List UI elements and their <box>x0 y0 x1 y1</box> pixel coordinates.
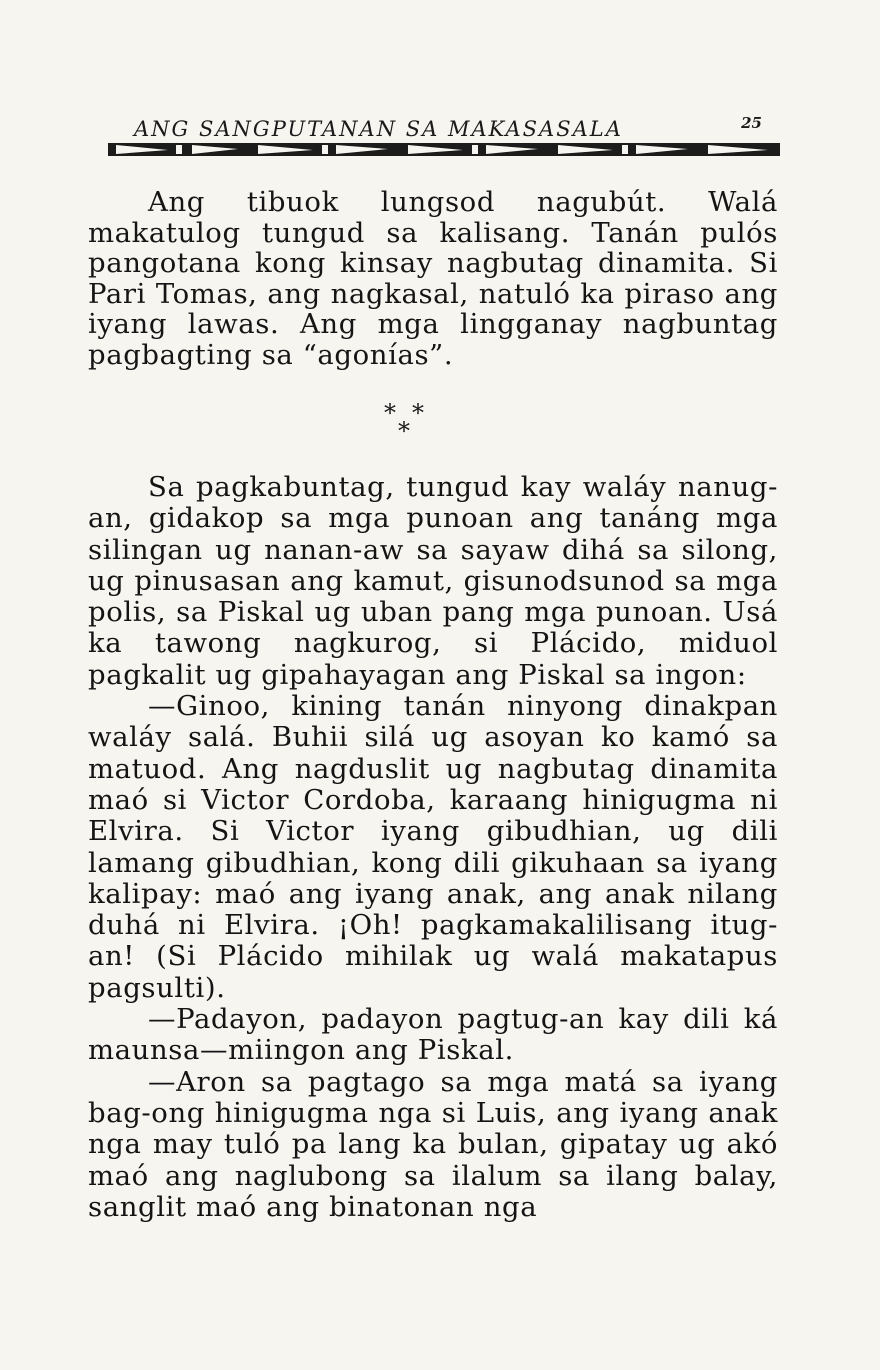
paragraph: Ang tibuok lungsod nagubút. Walá makatulog tungud sa kalisang. Tanán pulós pangotana kong kinsay nagbutag dinamita. Si Pari Tomas, ang nagkasal, natuló ka piraso ang iyang lawas. Ang mga lingganay nagbuntag pagbagting sa “agonías”. <box>88 186 778 371</box>
text-block-bottom <box>88 472 778 1223</box>
section-break-asterisks <box>384 399 444 454</box>
paragraph: —Padayon, padayon pagtug-an kay dili ká maunsa—miingon ang Piskal. <box>88 1003 778 1067</box>
paragraph: —Aron sa pagtago sa mga matá sa iyang bag-ong hinigugma nga si Luis, ang iyang anak nga may tuló pa lang ka bulan, gipatay ug akó maó ang naglubong sa ilalum sa ilang balay, sanglit maó ang binatonan nga <box>88 1065 778 1223</box>
text-block-top <box>88 187 778 371</box>
page-header <box>110 114 780 141</box>
page-number: 25 <box>741 114 762 132</box>
running-title: ANG SANGPUTANAN SA MAKASASALA <box>134 117 623 141</box>
asterisk: * <box>398 417 410 445</box>
paragraph: —Ginoo, kining tanán ninyong dinakpan waláy salá. Buhii silá ug asoyan ko kamó sa matuod. Ang nagduslit ug nagbutag dinamita maó si Victor Cordoba, karaang hinigugma ni Elvira. Si Victor iyang gibudhian, ug dili lamang gibudhian, kong dili gikuhaan sa iyang kalipay: maó ang iyang anak, ang anak nilang duhá ni Elvira. ¡Oh! pagkamakalilisang itug-an! (Si Plácido mihilak ug walá makatapus pagsulti). <box>88 690 778 1004</box>
decorative-ornament-band <box>108 141 780 157</box>
asterisk: * <box>412 399 424 427</box>
asterisk: * <box>384 399 396 427</box>
paragraph: Sa pagkabuntag, tungud kay waláy nanug-an, gidakop sa mga punoan ang tanáng mga silingan ug nanan-aw sa sayaw dihá sa silong, ug pinusasan ang kamut, gisunodsunod sa mga polis, sa Piskal ug uban pang mga punoan. Usá ka tawong nagkurog, si Plácido, miduol pagkalit ug gipahayagan ang Piskal sa ingon: <box>88 471 778 691</box>
